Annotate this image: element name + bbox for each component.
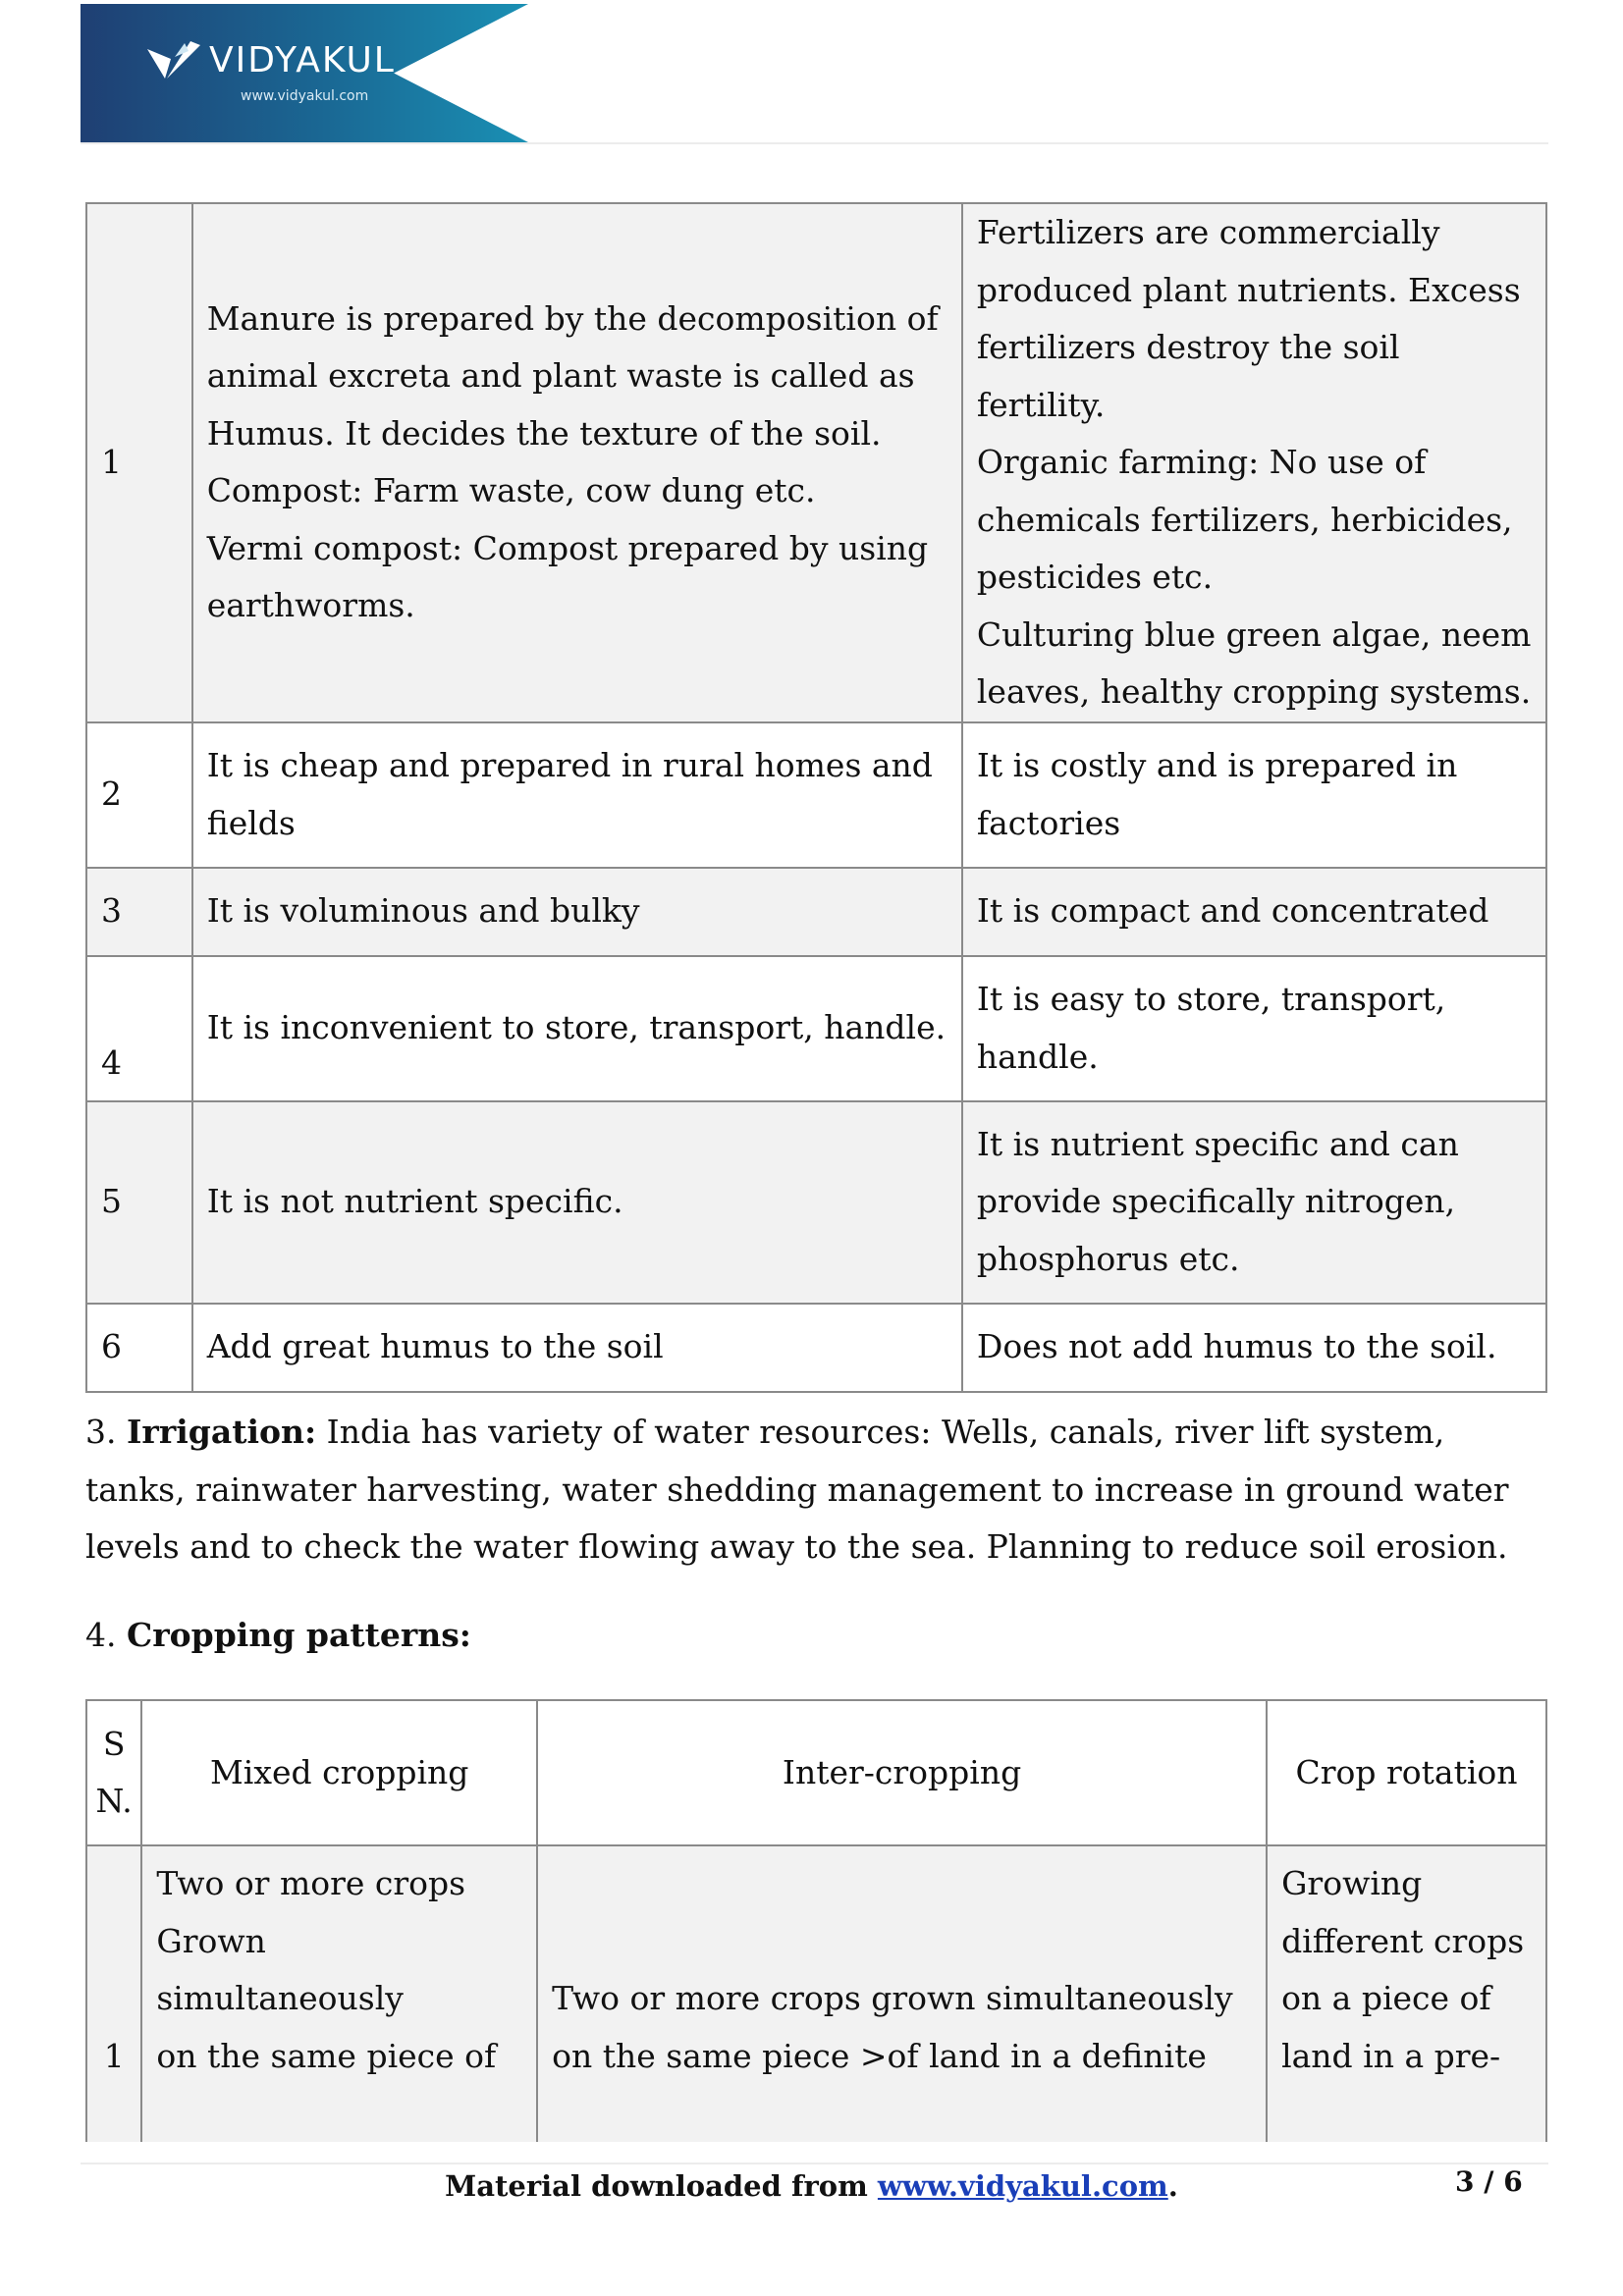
serial-cell: 5 <box>86 1101 192 1304</box>
inter-cropping-cell: Two or more crops grown simultaneously on the same piece >of land in a definite <box>537 1845 1267 2142</box>
cropping-heading: 4. Cropping patterns: <box>85 1616 471 1654</box>
table-row <box>86 1304 1546 1392</box>
manure-cell: It is cheap and prepared in rural homes and fields <box>192 722 962 868</box>
manure-cell: It is inconvenient to store, transport, handle. <box>192 956 962 1101</box>
table-row <box>86 203 1546 722</box>
serial-cell: 3 <box>86 868 192 956</box>
fertilizer-cell: It is easy to store, transport, handle. <box>962 956 1546 1101</box>
serial-cell: 1 <box>86 203 192 722</box>
cropping-patterns-table <box>85 1699 1547 2142</box>
page-number: 3 / 6 <box>1455 2165 1523 2198</box>
irrigation-text: India has variety of water resources: Wells, canals, river lift system, tanks, rainwater harvesting, water shedding management to increase in ground water levels and to check the water flowing away to the sea. Planning to reduce soil erosion. <box>85 1413 1509 1566</box>
vidyakul-link[interactable]: www.vidyakul.com <box>877 2169 1168 2203</box>
irrigation-paragraph: 3. Irrigation: India has variety of water resources: Wells, canals, river lift system, tanks, rainwater harvesting, water shedding management to increase in ground water levels and to check the water flowing away to the sea. Planning to reduce soil erosion. <box>85 1413 1509 1566</box>
mixed-cropping-cell: Two or more crops Grown simultaneously on the same piece of <box>141 1845 537 2142</box>
serial-cell: 1 <box>86 1845 141 2142</box>
serial-cell: 6 <box>86 1304 192 1392</box>
manure-cell: Add great humus to the soil <box>192 1304 962 1392</box>
header-mixed-cropping: Mixed cropping <box>141 1700 537 1845</box>
header-divider <box>81 142 1548 144</box>
manure-cell: It is not nutrient specific. <box>192 1101 962 1304</box>
manure-vs-fertilizer-table <box>85 202 1547 1393</box>
brand-name: VIDYAKUL <box>209 40 396 80</box>
table-row <box>86 868 1546 956</box>
table-row <box>86 722 1546 868</box>
fertilizer-cell: It is costly and is prepared in factories <box>962 722 1546 868</box>
header-inter-cropping: Inter-cropping <box>537 1700 1267 1845</box>
fertilizer-cell: It is nutrient specific and can provide specifically nitrogen, phosphorus etc. <box>962 1101 1546 1304</box>
page-footer: Material downloaded from www.vidyakul.com. <box>445 2169 1178 2203</box>
manure-cell: Manure is prepared by the decomposition of animal excreta and plant waste is called as Humus. It decides the texture of the soil. Compost: Farm waste, cow dung etc. Vermi compost: Compost prepared by using earthworms. <box>192 203 962 722</box>
table-row <box>86 1845 1546 2142</box>
fertilizer-cell: Does not add humus to the soil. <box>962 1304 1546 1392</box>
table-header-row <box>86 1700 1546 1845</box>
manure-cell: It is voluminous and bulky <box>192 868 962 956</box>
header-crop-rotation: Crop rotation <box>1267 1700 1546 1845</box>
footer-divider <box>81 2163 1548 2164</box>
fertilizer-cell: Fertilizers are commercially produced plant nutrients. Excess fertilizers destroy the soil fertility. Organic farming: No use of chemicals fertilizers, herbicides, pesticides etc. Culturing blue green algae, neem leaves, healthy cropping systems. <box>962 203 1546 722</box>
table-row <box>86 956 1546 1101</box>
serial-cell: 2 <box>86 722 192 868</box>
serial-cell: 4 <box>86 956 192 1101</box>
page-header <box>0 0 1623 147</box>
fertilizer-cell: It is compact and concentrated <box>962 868 1546 956</box>
table-row <box>86 1101 1546 1304</box>
crop-rotation-cell: Growing different crops on a piece of land in a pre- <box>1267 1845 1546 2142</box>
vidyakul-logo-icon <box>145 39 206 82</box>
header-sn: S N. <box>86 1700 141 1845</box>
brand-url: www.vidyakul.com <box>241 88 369 104</box>
irrigation-heading: Irrigation: <box>127 1413 317 1451</box>
